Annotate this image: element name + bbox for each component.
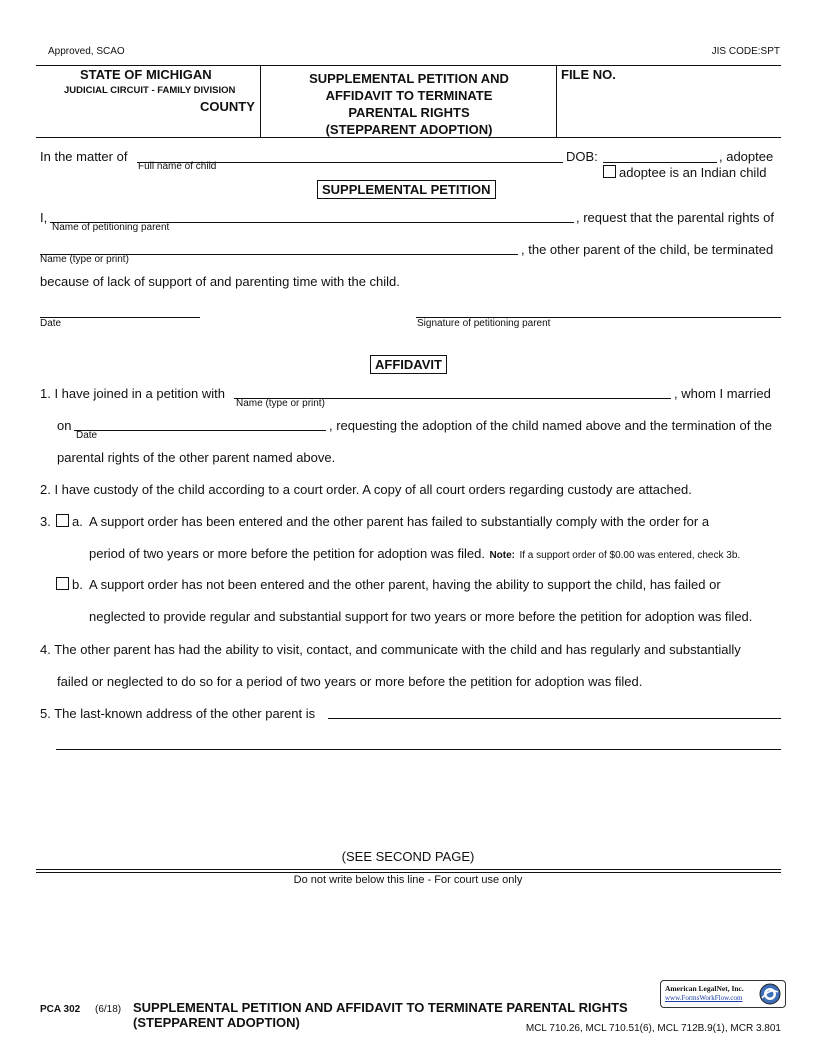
- item1-line3: parental rights of the other parent named above.: [57, 450, 336, 465]
- item4-line1: 4. The other parent has had the ability to visit, contact, and communicate with the child and has regularly and substantially: [40, 642, 741, 657]
- because-text: because of lack of support of and parenting time with the child.: [40, 274, 400, 289]
- footer-title-line2: (STEPPARENT ADOPTION): [133, 1015, 300, 1030]
- circuit-label: JUDICIAL CIRCUIT - FAMILY DIVISION: [64, 85, 236, 96]
- american-legalnet-logo: [660, 980, 786, 1008]
- title-line-2: AFFIDAVIT TO TERMINATE: [325, 88, 493, 103]
- globe-icon: [758, 982, 782, 1006]
- court-rule-top: [36, 869, 781, 870]
- other-parent-caption: Name (type or print): [40, 254, 129, 265]
- request-text: , request that the parental rights of: [576, 210, 775, 225]
- logo-url: www.FormsWorkFlow.com: [665, 994, 743, 1002]
- court-rule-bottom: [36, 872, 781, 873]
- county-label: COUNTY: [200, 99, 255, 114]
- header-divider-2: [556, 65, 557, 137]
- other-parent-text: , the other parent of the child, be terminated: [521, 242, 774, 257]
- state-label: STATE OF MICHIGAN: [80, 67, 212, 82]
- file-no-label: FILE NO.: [561, 67, 616, 82]
- address-field-line1[interactable]: [328, 718, 781, 719]
- title-line-4: (STEPPARENT ADOPTION): [325, 122, 493, 137]
- form-id: PCA 302: [40, 1004, 81, 1015]
- item1-requesting: , requesting the adoption of the child named above and the termination of the: [329, 418, 773, 433]
- child-name-caption: Full name of child: [138, 161, 217, 172]
- item2-text: 2. I have custody of the child according to a court order. A copy of all court orders regarding custody are attached.: [40, 482, 692, 497]
- form-title: [262, 70, 556, 138]
- indian-child-label: adoptee is an Indian child: [619, 165, 767, 180]
- jis-code: JIS CODE:SPT: [711, 46, 780, 57]
- title-line-1: SUPPLEMENTAL PETITION AND: [309, 71, 509, 86]
- item1-name-caption: Name (type or print): [236, 398, 325, 409]
- indian-child-checkbox[interactable]: [603, 165, 616, 178]
- approved-label: Approved, SCAO: [48, 46, 125, 57]
- item3-number: 3.: [40, 514, 51, 529]
- i-label: I,: [40, 210, 48, 225]
- item3b-letter: b.: [72, 577, 83, 592]
- signature-caption: Signature of petitioning parent: [417, 318, 551, 329]
- item3b-checkbox[interactable]: [56, 577, 69, 590]
- petition-heading: SUPPLEMENTAL PETITION: [317, 180, 496, 199]
- court-use-label: Do not write below this line - For court use only: [293, 874, 523, 886]
- dob-label: DOB:: [566, 149, 598, 164]
- matter-prefix: In the matter of: [40, 149, 128, 164]
- adoptee-suffix: , adoptee: [719, 149, 774, 164]
- item3a-line2: period of two years or more before the petition for adoption was filed.: [89, 546, 485, 561]
- item1-date-field[interactable]: [74, 430, 326, 431]
- header-top-rule: [36, 65, 781, 66]
- item3a-letter: a.: [72, 514, 83, 529]
- item3a-note-label: Note:: [489, 550, 516, 561]
- see-second-page: (SEE SECOND PAGE): [341, 849, 475, 864]
- footer-title-line1: SUPPLEMENTAL PETITION AND AFFIDAVIT TO TERMINATE PARENTAL RIGHTS: [133, 1000, 628, 1015]
- item3b-line2: neglected to provide regular and substantial support for two years or more before the petition for adoption was filed.: [89, 609, 753, 624]
- item3a-note-text: If a support order of $0.00 was entered, check 3b.: [519, 550, 741, 561]
- address-field-line2[interactable]: [56, 749, 781, 750]
- title-line-3: PARENTAL RIGHTS: [348, 105, 470, 120]
- item1-suffix: , whom I married: [674, 386, 771, 401]
- item3a-line1: A support order has been entered and the other parent has failed to substantially comply with the order for a: [89, 514, 710, 529]
- form-date: (6/18): [95, 1004, 122, 1015]
- logo-company: American LegalNet, Inc.: [665, 984, 744, 993]
- item3a-checkbox[interactable]: [56, 514, 69, 527]
- item1-on: on: [57, 418, 72, 433]
- item1-date-caption: Date: [76, 430, 98, 441]
- item1-prefix: 1. I have joined in a petition with: [40, 386, 226, 401]
- dob-field[interactable]: [603, 162, 717, 163]
- item5-text: 5. The last-known address of the other parent is: [40, 706, 316, 721]
- header-divider-1: [260, 65, 261, 137]
- item3a-line2-wrap: [89, 545, 740, 563]
- petition-date-caption: Date: [40, 318, 62, 329]
- petition-date-field[interactable]: [40, 317, 200, 318]
- petitioner-caption: Name of petitioning parent: [52, 222, 170, 233]
- item4-line2: failed or neglected to do so for a period of two years or more before the petition for adoption was filed.: [57, 674, 643, 689]
- citations: MCL 710.26, MCL 710.51(6), MCL 712B.9(1), MCR 3.801: [525, 1023, 781, 1034]
- affidavit-heading: AFFIDAVIT: [370, 355, 447, 374]
- item3b-line1: A support order has not been entered and the other parent, having the ability to support the child, has failed or: [89, 577, 721, 592]
